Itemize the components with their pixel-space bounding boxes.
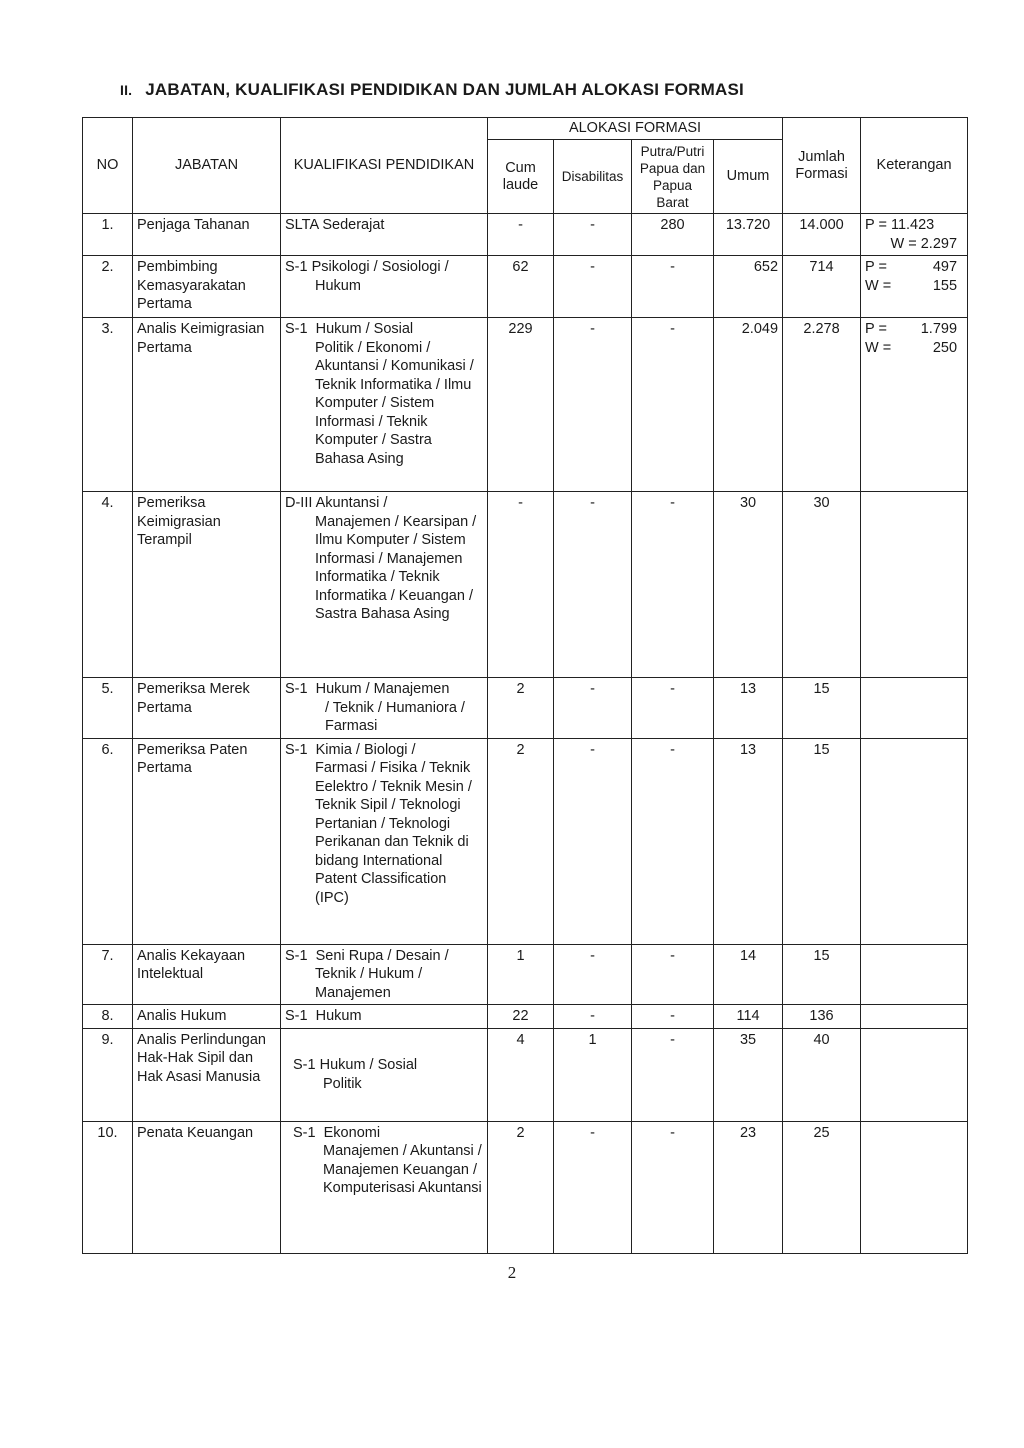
cell-papua: - [632, 1121, 714, 1253]
cell-disabilitas: - [554, 678, 632, 739]
cell-umum: 652 [714, 256, 783, 318]
cell-kualifikasi [281, 214, 488, 256]
table-row [83, 214, 968, 256]
kualifikasi-field: Ekonomi [323, 1124, 381, 1141]
cell-keterangan [861, 492, 968, 678]
kualifikasi-detail: Farmasi / Fisika / Teknik Eelektro / Teknik Mesin / Teknik Sipil / Teknologi Pertanian / Teknologi Perikanan dan Teknik di bidang International Patent Classification (IPC) [315, 760, 472, 906]
cell-keterangan [861, 1028, 968, 1121]
header-jabatan: JABATAN [133, 118, 281, 214]
kualifikasi-field: Akuntansi / [315, 495, 388, 511]
cell-papua: - [632, 318, 714, 492]
cell-papua: - [632, 678, 714, 739]
kualifikasi-detail: Manajemen / Kearsipan / Ilmu Komputer / Sistem Informasi / Manajemen Informatika / Teknik Informatika / Keuangan / Sastra Bahasa Asing [315, 513, 477, 622]
cell-disabilitas: - [554, 318, 632, 492]
keterangan-label: P = [865, 259, 887, 275]
cell-cumlaude: 1 [488, 944, 554, 1005]
kualifikasi-degree: S-1 [293, 1124, 316, 1141]
table-row [83, 1028, 968, 1121]
cell-jabatan: Analis Kekayaan Intelektual [133, 944, 281, 1005]
cell-cumlaude: 22 [488, 1005, 554, 1029]
cell-keterangan [861, 214, 968, 256]
cell-kualifikasi [281, 318, 488, 492]
table-row [83, 318, 968, 492]
header-umum: Umum [714, 140, 783, 214]
cell-jumlah: 15 [783, 944, 861, 1005]
header-alokasi-formasi: ALOKASI FORMASI [488, 118, 783, 140]
kualifikasi-field: Hukum / Manajemen [315, 681, 450, 697]
cell-jabatan: Analis Hukum [133, 1005, 281, 1029]
cell-kualifikasi [281, 944, 488, 1005]
keterangan-wanita: W = 2.297 [890, 235, 958, 252]
cell-umum: 30 [714, 492, 783, 678]
header-jumlah-formasi: Jumlah Formasi [783, 118, 861, 214]
cell-no: 9. [83, 1028, 133, 1121]
cell-kualifikasi [281, 1005, 488, 1029]
cell-disabilitas: - [554, 214, 632, 256]
keterangan-value: 497 [932, 259, 958, 275]
table-row [83, 738, 968, 944]
kualifikasi-detail: Hukum [315, 277, 361, 294]
cell-jumlah: 15 [783, 678, 861, 739]
kualifikasi-field: Seni Rupa / Desain / [315, 947, 449, 964]
kualifikasi-first-line [285, 947, 483, 966]
keterangan-wanita [865, 339, 963, 358]
keterangan-label: P = [865, 321, 887, 337]
header-keterangan: Keterangan [861, 118, 968, 214]
table-row [83, 1121, 968, 1253]
formasi-table [82, 117, 968, 1254]
cell-jumlah: 136 [783, 1005, 861, 1029]
cell-no: 8. [83, 1005, 133, 1029]
kualifikasi-degree: D-III [285, 495, 313, 511]
cell-disabilitas: - [554, 256, 632, 318]
cell-cumlaude: - [488, 214, 554, 256]
header-disabilitas: Disabilitas [554, 140, 632, 214]
cell-papua: - [632, 492, 714, 678]
kualifikasi-degree: S-1 Psikologi / Sosiologi / [285, 259, 449, 275]
cell-jumlah: 40 [783, 1028, 861, 1121]
cell-jumlah: 30 [783, 492, 861, 678]
cell-cumlaude: 4 [488, 1028, 554, 1121]
keterangan-pria [865, 320, 963, 339]
table-row [83, 944, 968, 1005]
kualifikasi-first-line [285, 680, 483, 699]
cell-no: 5. [83, 678, 133, 739]
cell-papua: - [632, 944, 714, 1005]
cell-no: 7. [83, 944, 133, 1005]
kualifikasi-field: Hukum [315, 1008, 362, 1024]
cell-papua: - [632, 1005, 714, 1029]
kualifikasi-degree: SLTA Sederajat [285, 217, 385, 233]
cell-cumlaude: 62 [488, 256, 554, 318]
cell-jabatan: Pemeriksa Keimigrasian Terampil [133, 492, 281, 678]
keterangan-value: 250 [932, 339, 958, 356]
cell-jabatan: Penjaga Tahanan [133, 214, 281, 256]
header-papua: Putra/Putri Papua dan Papua Barat [632, 140, 714, 214]
section-title: JABATAN, KUALIFIKASI PENDIDIKAN DAN JUMLAH ALOKASI FORMASI [145, 80, 744, 99]
keterangan-value: 155 [932, 277, 958, 294]
cell-disabilitas: - [554, 944, 632, 1005]
cell-papua: - [632, 1028, 714, 1121]
cell-umum: 13.720 [714, 214, 783, 256]
kualifikasi-degree: S-1 [285, 947, 308, 964]
cell-umum: 23 [714, 1121, 783, 1253]
cell-jabatan: Pemeriksa Paten Pertama [133, 738, 281, 944]
cell-disabilitas: - [554, 738, 632, 944]
table-row [83, 678, 968, 739]
header-cumlaude: Cum laude [488, 140, 554, 214]
cell-papua: 280 [632, 214, 714, 256]
cell-jabatan: Penata Keuangan [133, 1121, 281, 1253]
cell-keterangan [861, 944, 968, 1005]
kualifikasi-field: Kimia / Biologi / [315, 741, 416, 758]
cell-no: 2. [83, 256, 133, 318]
kualifikasi-first-line [293, 1124, 483, 1143]
keterangan-label: W = [865, 277, 892, 294]
kualifikasi-detail: Politik [323, 1075, 362, 1092]
cell-no: 1. [83, 214, 133, 256]
table-row [83, 492, 968, 678]
section-heading [120, 80, 744, 100]
keterangan-pria: P = 11.423 [865, 217, 935, 233]
cell-umum: 13 [714, 678, 783, 739]
cell-keterangan [861, 1005, 968, 1029]
cell-kualifikasi [281, 738, 488, 944]
kualifikasi-degree: S-1 [285, 321, 308, 337]
cell-cumlaude: 229 [488, 318, 554, 492]
kualifikasi-detail: Politik / Ekonomi / Akuntansi / Komunikasi / Teknik Informatika / Ilmu Komputer / Sistem Informasi / Teknik Komputer / Sastra Bahasa Asing [315, 339, 474, 467]
cell-keterangan [861, 256, 968, 318]
kualifikasi-field: Hukum / Sosial [315, 321, 414, 337]
cell-jumlah: 14.000 [783, 214, 861, 256]
header-no: NO [83, 118, 133, 214]
keterangan-pria [865, 258, 963, 277]
section-numeral: II. [120, 82, 133, 98]
cell-jumlah: 714 [783, 256, 861, 318]
kualifikasi-degree: S-1 [285, 741, 308, 758]
cell-no: 3. [83, 318, 133, 492]
cell-kualifikasi [281, 256, 488, 318]
cell-cumlaude: 2 [488, 678, 554, 739]
cell-keterangan [861, 678, 968, 739]
cell-no: 10. [83, 1121, 133, 1253]
cell-keterangan [861, 738, 968, 944]
cell-jumlah: 25 [783, 1121, 861, 1253]
cell-jabatan: Analis Keimigrasian Pertama [133, 318, 281, 492]
keterangan-value: 1.799 [920, 321, 958, 337]
cell-umum: 13 [714, 738, 783, 944]
cell-no: 4. [83, 492, 133, 678]
cell-disabilitas: - [554, 1005, 632, 1029]
table-row [83, 256, 968, 318]
cell-jumlah: 2.278 [783, 318, 861, 492]
table-row [83, 1005, 968, 1029]
cell-no: 6. [83, 738, 133, 944]
cell-kualifikasi [281, 1121, 488, 1253]
cell-jabatan: Analis Perlindungan Hak-Hak Sipil dan Hak Asasi Manusia [133, 1028, 281, 1121]
kualifikasi-first-line [285, 494, 483, 513]
keterangan-label: W = [865, 339, 892, 356]
cell-umum: 2.049 [714, 318, 783, 492]
kualifikasi-detail: / Teknik / Humaniora / Farmasi [325, 699, 465, 734]
kualifikasi-detail: Manajemen / Akuntansi / Manajemen Keuangan / Komputerisasi Akuntansi [323, 1143, 482, 1196]
cell-jabatan: Pemeriksa Merek Pertama [133, 678, 281, 739]
kualifikasi-degree: S-1 [285, 1008, 308, 1024]
cell-cumlaude: - [488, 492, 554, 678]
kualifikasi-degree: S-1 [285, 681, 308, 697]
cell-jabatan: Pembimbing Kemasyarakatan Pertama [133, 256, 281, 318]
cell-keterangan [861, 318, 968, 492]
cell-disabilitas: - [554, 1121, 632, 1253]
cell-papua: - [632, 738, 714, 944]
header-kualifikasi: KUALIFIKASI PENDIDIKAN [281, 118, 488, 214]
kualifikasi-first-line [285, 320, 483, 339]
cell-jumlah: 15 [783, 738, 861, 944]
cell-kualifikasi [281, 1028, 488, 1121]
cell-cumlaude: 2 [488, 738, 554, 944]
kualifikasi-degree: S-1 Hukum / Sosial [293, 1057, 418, 1073]
cell-umum: 14 [714, 944, 783, 1005]
kualifikasi-detail: Teknik / Hukum / Manajemen [315, 966, 423, 1001]
cell-papua: - [632, 256, 714, 318]
keterangan-wanita [865, 277, 963, 296]
cell-kualifikasi [281, 678, 488, 739]
cell-umum: 114 [714, 1005, 783, 1029]
kualifikasi-first-line [285, 741, 483, 760]
cell-disabilitas: 1 [554, 1028, 632, 1121]
cell-disabilitas: - [554, 492, 632, 678]
cell-umum: 35 [714, 1028, 783, 1121]
page-number: 2 [507, 1263, 517, 1282]
cell-kualifikasi [281, 492, 488, 678]
cell-keterangan [861, 1121, 968, 1253]
cell-cumlaude: 2 [488, 1121, 554, 1253]
